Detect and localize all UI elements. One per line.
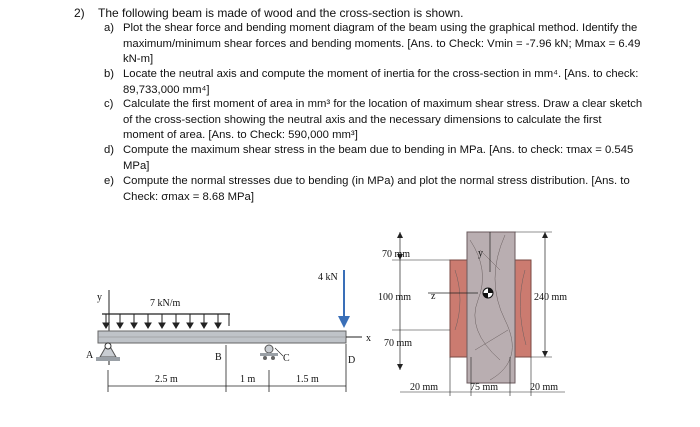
section-y-axis-label: y — [478, 248, 483, 259]
figure-area — [0, 210, 700, 422]
roller-support-c — [260, 345, 278, 360]
part-text: Compute the normal stresses due to bending (in MPa) and plot the normal stress distribution. [Ans. to Check: σmax = 8.68 MPa] — [123, 175, 630, 203]
span-label-bc: 1 m — [240, 374, 256, 385]
point-b-label: B — [215, 352, 222, 363]
point-a-label: A — [86, 350, 94, 361]
dim-height: 240 mm — [534, 292, 568, 303]
point-c-label: C — [283, 353, 290, 364]
distributed-load-arrows — [103, 314, 229, 328]
problem-stem: The following beam is made of wood and the cross-section is shown. — [98, 6, 464, 20]
pin-support-a — [96, 343, 120, 361]
span-label-cd: 1.5 m — [296, 374, 319, 385]
beam-and-section-drawing — [0, 210, 700, 422]
dim-middle: 100 mm — [378, 292, 412, 303]
dim-left-flange: 20 mm — [410, 382, 439, 393]
problem-statement — [0, 0, 700, 210]
x-axis-label: x — [366, 333, 371, 344]
section-z-axis-label: z — [431, 291, 436, 302]
problem-number: 2) — [74, 6, 85, 20]
part-text: Locate the neutral axis and compute the moment of inertia for the cross-section in mm⁴. [Ans. to check: 89,733,000 mm⁴] — [123, 68, 639, 96]
span-label-ab: 2.5 m — [155, 374, 178, 385]
cross-section-diagram — [378, 232, 567, 396]
dim-web: 75 mm — [470, 382, 499, 393]
part-label: d) — [104, 144, 115, 156]
point-d-label: D — [348, 355, 356, 366]
part-label: b) — [104, 68, 115, 80]
part-text: Compute the maximum shear stress in the beam due to bending in MPa. [Ans. to check: τmax = 0.545 MPa] — [123, 144, 634, 172]
point-load-label: 4 kN — [318, 272, 338, 283]
dim-top: 70 mm — [382, 249, 411, 260]
beam-diagram — [86, 270, 371, 392]
part-label: e) — [104, 175, 115, 187]
y-axis-label: y — [97, 292, 102, 303]
dim-bottom: 70 mm — [384, 338, 413, 349]
point-load-arrowhead — [338, 316, 350, 328]
part-label: a) — [104, 22, 115, 34]
center-web — [467, 232, 515, 383]
part-text: Calculate the first moment of area in mm³ for the location of maximum shear stress. Draw a clear sketch of the cross-section showing the neutral axis and the necessary dimensions to calculate the first moment of area. [Ans. to Check: 590,000 mm³] — [123, 98, 643, 141]
part-text: Plot the shear force and bending moment diagram of the beam using the graphical method. Identify the maximum/minimum shear forces and bending moments. [Ans. to Check: Vmin = -7.96 kN; Mmax = 6.49 kN-m] — [123, 22, 641, 65]
dim-right-flange: 20 mm — [530, 382, 559, 393]
distributed-load-label: 7 kN/m — [150, 298, 181, 309]
part-label: c) — [104, 98, 114, 110]
